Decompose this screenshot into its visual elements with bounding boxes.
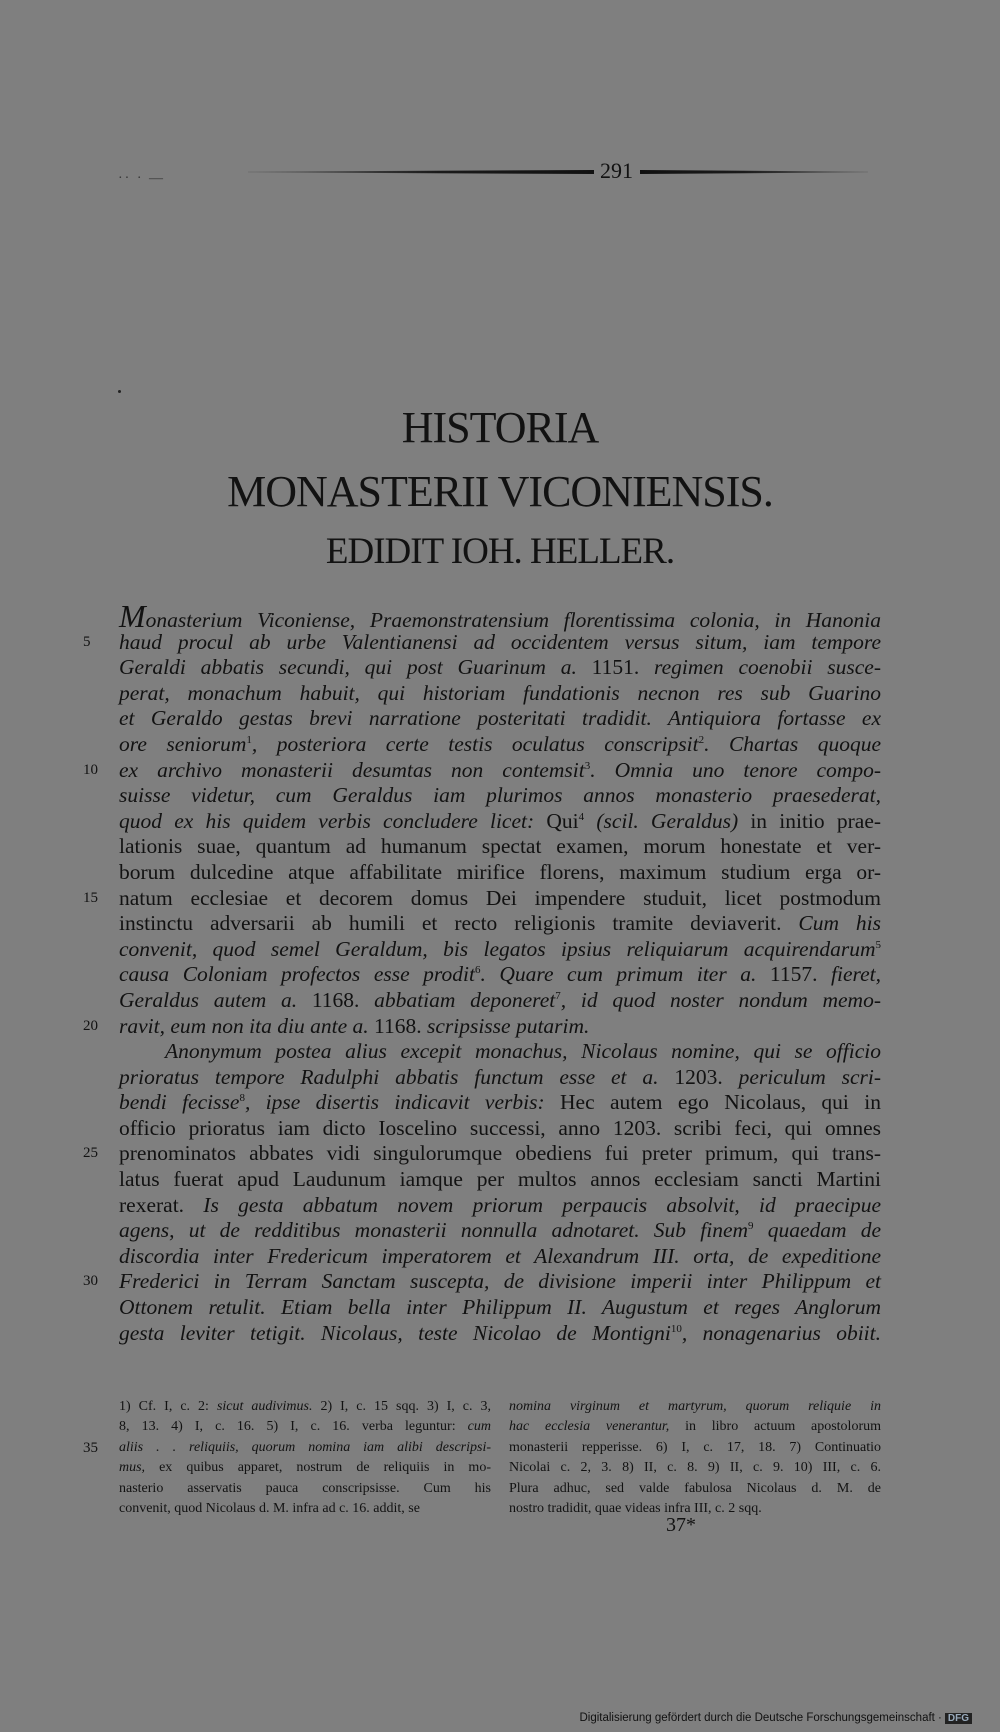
text-line (119, 1218, 881, 1244)
line-text: natum ecclesiae et decorem domus Dei impendere studuit, licet postmodum (119, 885, 881, 910)
text-line (119, 937, 881, 963)
line-number: 15 (83, 889, 98, 906)
line-text: Anonymum postea alius excepit monachus, Nicolaus nomine, qui se officio (165, 1039, 881, 1064)
line-text: officio prioratus iam dicto Ioscelino successi, anno 1203. scribi feci, qui omnes (119, 1115, 881, 1140)
line-text: mus, ex quibus apparet, nostrum de reliquiis in mo- (119, 1460, 491, 1476)
text-line (119, 1295, 881, 1321)
text-line (83, 1141, 881, 1167)
footnote-line (119, 1397, 491, 1417)
title-line-1: HISTORIA (401, 403, 599, 452)
footnote-line (509, 1458, 881, 1478)
text-line (83, 885, 881, 912)
line-text: 8, 13. 4) I, c. 16. 5) I, c. 16. verba leguntur: cum (119, 1419, 491, 1435)
text-line (119, 732, 881, 758)
text-line (119, 681, 881, 707)
text-line (83, 1269, 881, 1295)
footnote-line (509, 1397, 881, 1417)
text-line (119, 988, 881, 1014)
line-text: discordia inter Fredericum imperatorem et Alexandrum III. orta, de expeditione (119, 1243, 881, 1268)
line-text: haud procul ab urbe Valentianensi ad occidentem versus situm, iam tempore (119, 629, 881, 654)
footnotes-right-column (509, 1397, 881, 1519)
footnote-line (119, 1479, 491, 1499)
line-text: ravit, eum non ita diu ante a. 1168. scripsisse putarim. (119, 1013, 590, 1038)
text-line (119, 598, 881, 634)
text-line (119, 860, 881, 886)
line-text: Plura adhuc, sed valde fabulosa Nicolaus d. M. de (509, 1480, 881, 1496)
footnotes-left-column (83, 1397, 491, 1519)
text-line (83, 1013, 881, 1040)
line-text: perat, monachum habuit, qui historiam fundationis necnon res sub Guarino (119, 680, 881, 705)
line-text: bendi fecisse$^8$, ipse disertis indicavit verbis: Hec autem ego Nicolaus, qui in (119, 1090, 881, 1115)
text-line (119, 1193, 881, 1219)
running-header (118, 158, 880, 188)
line-text: Monasterium Viconiense, Praemonstratensium florentissima colonia, in Hanonia (119, 598, 881, 634)
line-text: prenominatos abbates vidi singulorumque obediens fui preter primum, qui trans- (119, 1141, 881, 1166)
line-number: 25 (83, 1145, 98, 1162)
line-text: Nicolai c. 2, 3. 8) II, c. 8. 9) II, c. 9. 10) III, c. 6. (509, 1460, 881, 1476)
text-line (119, 1065, 881, 1091)
text-line (119, 1167, 881, 1193)
footnote-line (83, 1438, 491, 1458)
line-text: gesta leviter tetigit. Nicolaus, teste Nicolao de Montigni$^{10}$, nonagenarius obiit. (119, 1320, 882, 1345)
text-line (83, 629, 881, 656)
line-text: prioratus tempore Radulphi abbatis functum esse et a. 1203. periculum scri- (119, 1064, 882, 1089)
footnote-line (509, 1479, 881, 1499)
text-line (83, 757, 881, 784)
footnote-line (119, 1499, 491, 1519)
line-text: nostro tradidit, quae videas infra III, c. 2 sqq. (509, 1500, 762, 1516)
line-text: Frederici in Terram Sanctam suscepta, de divisione imperii inter Philippum et (119, 1269, 881, 1294)
footnote-line (509, 1417, 881, 1437)
line-text: causa Coloniam profectos esse prodit$^6$. Quare cum primum iter a. 1157. fieret, (119, 962, 881, 987)
text-line (119, 962, 881, 988)
line-text: Ottonem retulit. Etiam bella inter Philippum II. Augustum et reges Anglorum (119, 1295, 881, 1320)
text-line (119, 1321, 881, 1347)
title-editor: EDIDIT IOH. HELLER. (325, 531, 675, 572)
footnote-line (119, 1417, 491, 1437)
header-rule-left (248, 170, 594, 174)
line-text: rexerat. Is gesta abbatum novem priorum perpaucis absolvit, id praecipue (119, 1192, 881, 1217)
footnote-line (509, 1438, 881, 1458)
main-text (83, 598, 882, 1346)
line-text: et Geraldo gestas brevi narratione posteritati tradidit. Antiquiora fortasse ex (119, 706, 881, 731)
line-text: aliis . . reliquiis, quorum nomina iam alibi descripsi- (119, 1439, 491, 1455)
text-line (119, 1090, 881, 1116)
line-text: convenit, quod Nicolaus d. M. infra ad c. 16. addit, se (119, 1500, 420, 1516)
line-number: 5 (83, 633, 91, 650)
line-text: ore seniorum$^1$, posteriora certe testis oculatus conscripsit$^2$. Chartas quoque (119, 731, 882, 756)
speck (118, 390, 121, 393)
signature-mark: 37* (666, 1514, 696, 1536)
text-line (119, 1116, 881, 1142)
footer (579, 1712, 972, 1724)
header-rule-right (640, 170, 868, 174)
footnote-line (119, 1458, 491, 1478)
line-text: ex archivo monasterii desumtas non contemsit$^3$. Omnia uno tenore compo- (119, 757, 881, 782)
line-text: suisse videtur, cum Geraldus iam plurimos annos monasterio praesederat, (119, 783, 881, 808)
line-number: 35 (83, 1439, 98, 1456)
text-line (119, 911, 881, 937)
text-line (119, 1039, 881, 1065)
footer-text: Digitalisierung gefördert durch die Deutsche Forschungsgemeinschaft · (579, 1712, 942, 1724)
text-line (119, 834, 881, 860)
line-text: quod ex his quidem verbis concludere licet: Qui$^4$ (scil. Geraldus) in initio prae- (119, 808, 882, 833)
header-left-mark: ·· · ― (118, 171, 165, 186)
line-text: 1) Cf. I, c. 2: sicut audivimus. 2) I, c. 15 sqq. 3) I, c. 3, (119, 1399, 491, 1414)
text-line (119, 706, 881, 732)
line-text: Geraldi abbatis secundi, qui post Guarinum a. 1151. regimen coenobii susce- (119, 655, 881, 680)
line-text: hac ecclesia venerantur, in libro actuum apostolorum (509, 1419, 881, 1435)
line-number: 10 (83, 761, 98, 778)
line-text: instinctu adversarii ab humili et recto religionis tramite deviaverit. Cum his (119, 911, 881, 936)
line-text: nasterio asservatis pauca conscripsisse. Cum his (119, 1480, 491, 1496)
page-number: 291 (600, 158, 633, 183)
dfg-logo: DFG (945, 1713, 972, 1724)
line-text: borum dulcedine atque affabilitate mirifice florens, maximum studium erga or- (119, 859, 881, 884)
line-number: 20 (83, 1017, 98, 1034)
line-text: latus fuerat apud Laudunum iamque per multos annos ecclesiam sancti Martini (119, 1167, 881, 1192)
text-line (119, 809, 881, 835)
line-number: 30 (83, 1273, 98, 1290)
text-line (119, 1244, 881, 1270)
text-line (119, 655, 881, 681)
line-text: lationis suae, quantum ad humanum spectat examen, morum honestate et ver- (119, 834, 881, 859)
line-text: agens, ut de redditibus monasterii nonnulla adnotaret. Sub finem$^9$ quaedam de (119, 1218, 881, 1243)
title-line-2: MONASTERII VICONIENSIS. (227, 467, 773, 516)
line-text: Geraldus autem a. 1168. abbatiam deponeret$^7$, id quod noster nondum memo- (119, 987, 881, 1012)
line-text: monasterii repperisse. 6) I, c. 17, 18. 7) Continuatio (509, 1439, 881, 1455)
line-text: nomina virginum et martyrum, quorum reliquie in (509, 1399, 881, 1414)
text-line (119, 783, 881, 809)
line-text: convenit, quod semel Geraldum, bis legatos ipsius reliquiarum acquirendarum$^5$ (119, 936, 881, 961)
